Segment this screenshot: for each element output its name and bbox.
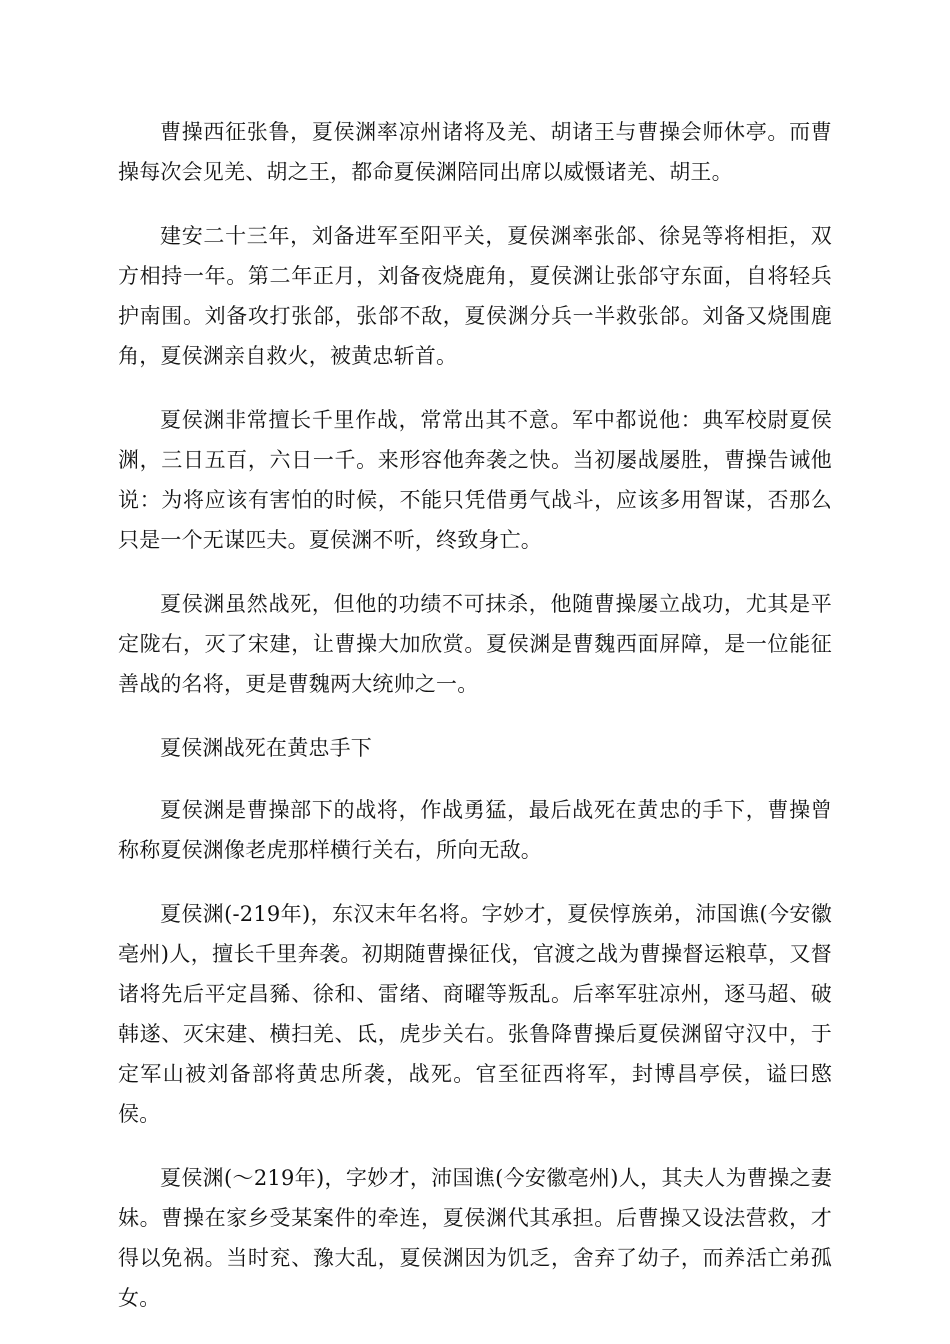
paragraph-3: 夏侯渊非常擅长千里作战，常常出其不意。军中都说他：典军校尉夏侯渊，三日五百，六日一千。来形容他奔袭之快。当初屡战屡胜，曹操告诫他说：为将应该有害怕的时候，不能只凭借勇气战斗，应该多用智谋，否那么只是一个无谋匹夫。夏侯渊不听，终致身亡。: [118, 408, 832, 552]
paragraph-4: 夏侯渊虽然战死，但他的功绩不可抹杀，他随曹操屡立战功，尤其是平定陇右，灭了宋建，让曹操大加欣赏。夏侯渊是曹魏西面屏障，是一位能征善战的名将，更是曹魏两大统帅之一。: [118, 592, 832, 696]
paragraph-6: 夏侯渊(-219年)，东汉末年名将。字妙才，夏侯惇族弟，沛国谯(今安徽亳州)人，擅长千里奔袭。初期随曹操征伐，官渡之战为曹操督运粮草，又督诸将先后平定昌豨、徐和、雷绪、商曜等叛乱。后率军驻凉州，逐马超、破韩遂、灭宋建、横扫羌、氐，虎步关右。张鲁降曹操后夏侯渊留守汉中，于定军山被刘备部将黄忠所袭，战死。官至征西将军，封博昌亭侯，谥曰愍侯。: [118, 902, 832, 1126]
paragraph-2: 建安二十三年，刘备进军至阳平关，夏侯渊率张郃、徐晃等将相拒，双方相持一年。第二年正月，刘备夜烧鹿角，夏侯渊让张郃守东面，自将轻兵护南围。刘备攻打张郃，张郃不敌，夏侯渊分兵一半救张郃。刘备又烧围鹿角，夏侯渊亲自救火，被黄忠斩首。: [118, 224, 832, 368]
paragraph-7: 夏侯渊(～219年)，字妙才，沛国谯(今安徽亳州)人，其夫人为曹操之妻妹。曹操在家乡受某案件的牵连，夏侯渊代其承担。后曹操又设法营救，才得以免祸。当时兖、豫大乱，夏侯渊因为饥乏，舍弃了幼子，而养活亡弟孤女。: [118, 1166, 832, 1310]
paragraph-5: 夏侯渊是曹操部下的战将，作战勇猛，最后战死在黄忠的手下，曹操曾称称夏侯渊像老虎那样横行关右，所向无敌。: [118, 798, 832, 862]
paragraph-1: 曹操西征张鲁，夏侯渊率凉州诸将及羌、胡诸王与曹操会师休亭。而曹操每次会见羌、胡之王，都命夏侯渊陪同出席以威慑诸羌、胡王。: [118, 120, 832, 184]
section-heading: 夏侯渊战死在黄忠手下: [160, 736, 372, 760]
